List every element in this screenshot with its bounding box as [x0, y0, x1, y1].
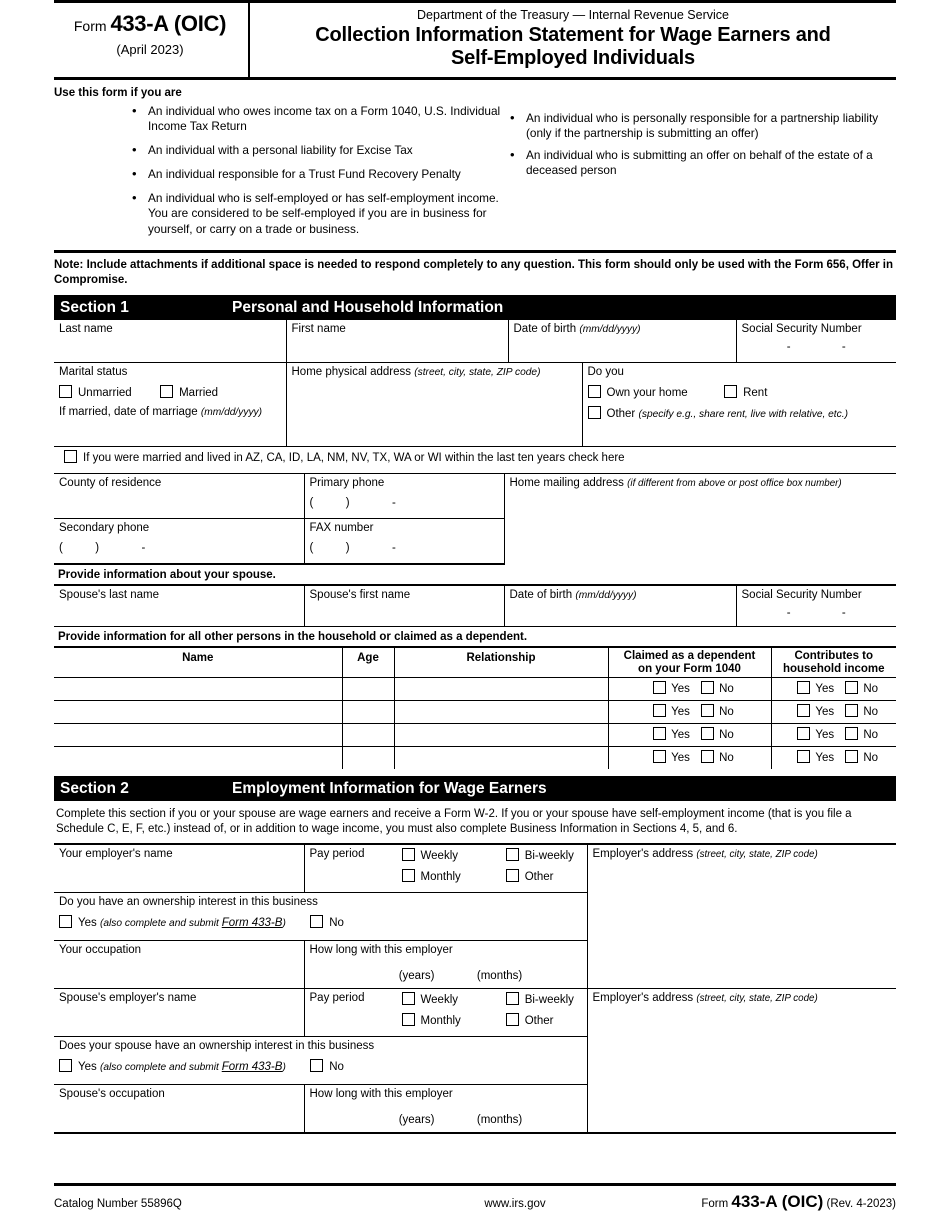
checkbox-ownership-no[interactable]	[310, 915, 323, 928]
form-433b-link[interactable]: Form 433-B	[221, 1061, 283, 1074]
use-this-form-heading: Use this form if you are	[54, 87, 182, 99]
your-employment-table	[54, 843, 896, 989]
ownership-no-label: No	[329, 916, 344, 929]
field-ssn[interactable]	[736, 320, 896, 362]
checkbox-claimed-yes[interactable]	[653, 704, 666, 717]
form-title-line1: Collection Information Statement for Wage Earners and	[315, 24, 831, 46]
field-community-property[interactable]	[54, 447, 896, 473]
no-label: No	[863, 728, 879, 741]
checkbox-contributes-no[interactable]	[845, 704, 858, 717]
table-row[interactable]	[54, 677, 896, 700]
use-this-form-section	[54, 87, 896, 237]
yes-label: Yes	[671, 751, 690, 764]
field-spouse-date-of-birth[interactable]	[504, 585, 736, 627]
list-item: • An individual responsible for a Trust Fund Recovery Penalty	[126, 167, 504, 182]
checkbox-rent[interactable]	[724, 385, 737, 398]
checkbox-spouse-weekly[interactable]	[402, 992, 415, 1005]
no-label: No	[863, 751, 879, 764]
other-pay-period-label: Other	[524, 871, 554, 884]
spouse-monthly-label: Monthly	[420, 1014, 461, 1027]
spouse-occupation-label: Spouse's occupation	[59, 1088, 165, 1101]
spouse-ownership-yes-hint-close: )	[282, 1062, 286, 1074]
checkbox-own-home[interactable]	[588, 385, 601, 398]
cell-contributes-income[interactable]	[771, 723, 896, 746]
checkbox-claimed-no[interactable]	[701, 681, 714, 694]
spouse-employer-address-hint: (street, city, state, ZIP code)	[696, 992, 818, 1004]
checkbox-weekly[interactable]	[402, 848, 415, 861]
monthly-label: Monthly	[420, 871, 461, 884]
field-spouse-employer-name[interactable]	[54, 989, 304, 1037]
field-ownership-interest[interactable]	[54, 892, 587, 940]
field-first-name[interactable]	[286, 320, 508, 362]
yes-label: Yes	[815, 728, 835, 741]
checkbox-spouse-monthly[interactable]	[402, 1013, 415, 1026]
section-1-header	[54, 295, 896, 320]
field-secondary-phone[interactable]	[54, 519, 304, 564]
field-fax-number[interactable]	[304, 519, 504, 564]
checkbox-ownership-yes[interactable]	[59, 915, 72, 928]
checkbox-claimed-yes[interactable]	[653, 681, 666, 694]
column-header-claimed-dependent	[608, 647, 771, 677]
yes-label: Yes	[815, 682, 835, 695]
cell-name[interactable]	[54, 723, 342, 746]
checkbox-contributes-no[interactable]	[845, 681, 858, 694]
list-item: • An individual who owes income tax on a Form 1040, U.S. Individual Income Tax Return	[126, 104, 504, 134]
checkbox-contributes-yes[interactable]	[797, 681, 810, 694]
other-housing-label: Other	[606, 407, 636, 420]
cell-claimed-dependent[interactable]	[608, 700, 771, 723]
use-this-form-left-list	[126, 104, 504, 237]
section-2-description: Complete this section if you or your spouse are wage earners and receive a Form W-2. If you or your spouse have self-employment income (that is you file a Schedule C, E, F, etc.) instead of, or in addition to wage income, you must also complete Business Information in Sections 4, 5, and 6.	[56, 808, 852, 836]
section-2-header	[54, 776, 896, 801]
field-last-name[interactable]	[54, 320, 286, 362]
no-label: No	[863, 705, 879, 718]
do-you-label: Do you	[587, 365, 624, 378]
form-revision-date: (April 2023)	[116, 42, 184, 57]
checkbox-claimed-yes[interactable]	[653, 727, 666, 740]
form-footer	[54, 1183, 896, 1212]
cell-name[interactable]	[54, 677, 342, 700]
home-mailing-address-label: Home mailing address	[509, 476, 624, 489]
section-1-number: Section 1	[60, 298, 129, 316]
spouse-first-name-label: Spouse's first name	[309, 588, 411, 601]
no-label: No	[719, 682, 734, 695]
form-identity-block	[54, 3, 250, 77]
column-header-age: Age	[342, 647, 394, 677]
cell-age[interactable]	[342, 746, 394, 769]
field-home-mailing-address[interactable]	[504, 474, 896, 564]
column-header-relationship: Relationship	[394, 647, 608, 677]
phone-close-paren: )	[95, 542, 100, 555]
marital-status-label: Marital status	[59, 365, 128, 378]
date-of-birth-hint: (mm/dd/yyyy)	[579, 324, 641, 336]
cell-relationship[interactable]	[394, 677, 608, 700]
checkbox-claimed-yes[interactable]	[653, 750, 666, 763]
contributes-income-line2: household income	[782, 663, 885, 676]
phone-open-paren: (	[309, 496, 314, 509]
use-this-form-right-list	[504, 111, 896, 178]
own-home-label: Own your home	[606, 386, 688, 399]
community-property-table	[54, 447, 896, 474]
cell-relationship[interactable]	[394, 746, 608, 769]
yes-label: Yes	[671, 705, 690, 718]
field-date-of-birth[interactable]	[508, 320, 736, 362]
employer-address-hint: (street, city, state, ZIP code)	[696, 849, 818, 861]
employer-address-label: Employer's address	[592, 848, 694, 861]
yes-label: Yes	[671, 682, 690, 695]
spouse-ssn-label: Social Security Number	[741, 588, 862, 601]
married-label: Married	[179, 386, 219, 399]
spouse-ownership-yes-hint: (also complete and submit	[99, 1062, 222, 1074]
checkbox-contributes-yes[interactable]	[797, 704, 810, 717]
spouse-employer-name-label: Spouse's employer's name	[59, 991, 197, 1004]
field-spouse-how-long-employer[interactable]	[304, 1085, 587, 1133]
spouse-employment-table	[54, 989, 896, 1134]
checkbox-other-housing[interactable]	[588, 406, 601, 419]
list-item: • An individual who is personally responsible for a partnership liability (only if the partnership is submitting an offer)	[504, 111, 896, 141]
no-label: No	[719, 705, 734, 718]
note-text: Note: Include attachments if additional space is needed to respond completely to any question. This form should only be used with the Form 656, Offer in Compromise.	[54, 258, 893, 286]
spouse-last-name-label: Spouse's last name	[59, 588, 160, 601]
list-item: • An individual with a personal liability for Excise Tax	[126, 143, 504, 158]
field-spouse-last-name[interactable]	[54, 585, 304, 627]
note-section	[54, 250, 896, 289]
first-name-label: First name	[291, 323, 346, 336]
phone-close-paren: )	[345, 542, 350, 555]
personal-name-table	[54, 320, 896, 363]
ownership-yes-hint: (also complete and submit	[99, 917, 222, 929]
date-of-birth-label: Date of birth	[513, 323, 577, 336]
use-this-form-right-column	[504, 99, 896, 237]
footer-revision: (Rev. 4-2023)	[826, 1198, 896, 1210]
field-spouse-ownership-interest[interactable]	[54, 1037, 587, 1085]
checkbox-claimed-no[interactable]	[701, 704, 714, 717]
field-spouse-employer-address[interactable]	[587, 989, 896, 1133]
pay-period-label: Pay period	[309, 848, 365, 861]
table-row[interactable]	[54, 746, 896, 769]
checkbox-monthly[interactable]	[402, 869, 415, 882]
spouse-section-intro: Provide information about your spouse.	[58, 568, 276, 581]
ssn-dash-1: -	[786, 341, 791, 354]
form-title-line2: Self-Employed Individuals	[451, 47, 695, 69]
how-long-label: How long with this employer	[309, 943, 453, 956]
cell-age[interactable]	[342, 677, 394, 700]
primary-phone-label: Primary phone	[309, 476, 385, 489]
household-members-table	[54, 646, 896, 769]
yes-label: Yes	[815, 751, 835, 764]
home-mailing-address-hint: (if different from above or post office box number)	[627, 477, 842, 489]
field-how-long-employer[interactable]	[304, 940, 587, 988]
spouse-employer-address-label: Employer's address	[592, 991, 694, 1004]
column-header-contributes-income	[771, 647, 896, 677]
community-property-label: If you were married and lived in AZ, CA, ID, LA, NM, NV, TX, WA or WI within the last ten years check here	[83, 452, 625, 465]
home-physical-address-label: Home physical address	[291, 365, 412, 378]
checkbox-claimed-no[interactable]	[701, 750, 714, 763]
field-spouse-first-name[interactable]	[304, 585, 504, 627]
occupation-label: Your occupation	[59, 943, 142, 956]
footer-form-word: Form	[701, 1198, 729, 1210]
spouse-ownership-yes-label: Yes	[78, 1061, 97, 1074]
field-primary-phone[interactable]	[304, 474, 504, 519]
spouse-dob-label: Date of birth	[509, 588, 573, 601]
column-header-name: Name	[54, 647, 342, 677]
list-item: • An individual who is submitting an offer on behalf of the estate of a deceased person	[504, 148, 896, 178]
cell-relationship[interactable]	[394, 700, 608, 723]
phone-dash: -	[392, 542, 396, 555]
spouse-ownership-no-label: No	[329, 1061, 344, 1074]
form-number-label: 433-A (OIC)	[110, 11, 227, 36]
spouse-dob-hint: (mm/dd/yyyy)	[575, 589, 637, 601]
ownership-yes-hint-close: )	[282, 917, 286, 929]
marriage-date-hint: (mm/dd/yyyy)	[200, 406, 263, 418]
cell-contributes-income[interactable]	[771, 746, 896, 769]
table-row[interactable]	[54, 700, 896, 723]
field-spouse-occupation[interactable]	[54, 1085, 304, 1133]
unmarried-label: Unmarried	[78, 386, 132, 399]
checkbox-other-pay-period[interactable]	[506, 869, 519, 882]
field-employer-name[interactable]	[54, 844, 304, 892]
spouse-ownership-question-label: Does your spouse have an ownership interest in this business	[59, 1040, 375, 1053]
spouse-years-label: (years)	[398, 1114, 435, 1127]
spouse-other-pay-period-label: Other	[524, 1014, 554, 1027]
phone-dash: -	[392, 496, 396, 509]
cell-contributes-income[interactable]	[771, 677, 896, 700]
ssn-dash-2: -	[841, 341, 846, 354]
checkbox-spouse-other-pay-period[interactable]	[506, 1013, 519, 1026]
form-header	[54, 0, 896, 80]
home-physical-address-hint: (street, city, state, ZIP code)	[414, 366, 541, 378]
fax-number-label: FAX number	[309, 522, 374, 535]
cell-age[interactable]	[342, 723, 394, 746]
phone-open-paren: (	[309, 542, 314, 555]
ssn-label: Social Security Number	[741, 323, 862, 336]
field-spouse-pay-period[interactable]	[304, 989, 587, 1037]
phone-open-paren: (	[59, 542, 63, 555]
no-label: No	[863, 682, 879, 695]
cell-claimed-dependent[interactable]	[608, 746, 771, 769]
field-do-you-housing[interactable]	[582, 363, 896, 447]
footer-form-identity	[596, 1192, 896, 1212]
county-label: County of residence	[59, 476, 162, 489]
footer-form-number: 433-A (OIC)	[731, 1192, 824, 1211]
field-occupation[interactable]	[54, 940, 304, 988]
cell-claimed-dependent[interactable]	[608, 723, 771, 746]
spouse-how-long-label: How long with this employer	[309, 1088, 453, 1101]
marriage-date-label: If married, date of marriage	[59, 405, 198, 418]
weekly-label: Weekly	[420, 850, 458, 863]
marital-address-table	[54, 363, 896, 448]
list-item: • An individual who is self-employed or has self-employment income. You are considered to be self-employed if you are in business for yourself, or carry on a trade or business.	[126, 191, 504, 236]
employer-name-label: Your employer's name	[59, 848, 173, 861]
spouse-weekly-label: Weekly	[420, 993, 458, 1006]
field-marital-status[interactable]	[54, 363, 286, 447]
checkbox-spouse-bi-weekly[interactable]	[506, 992, 519, 1005]
yes-label: Yes	[671, 728, 690, 741]
bi-weekly-label: Bi-weekly	[524, 850, 574, 863]
yes-label: Yes	[815, 705, 835, 718]
other-housing-hint: (specify e.g., share rent, live with relative, etc.)	[638, 408, 848, 420]
spouse-bi-weekly-label: Bi-weekly	[524, 993, 574, 1006]
phone-dash: -	[141, 542, 146, 555]
department-label: Department of the Treasury — Internal Revenue Service	[417, 8, 729, 22]
checkbox-spouse-ownership-no[interactable]	[310, 1059, 323, 1072]
checkbox-contributes-no[interactable]	[845, 750, 858, 763]
checkbox-married[interactable]	[160, 385, 173, 398]
ownership-yes-label: Yes	[78, 916, 97, 929]
form-word-label: Form	[73, 18, 107, 34]
rent-label: Rent	[743, 386, 768, 399]
months-label: (months)	[476, 969, 523, 982]
cell-name[interactable]	[54, 746, 342, 769]
secondary-phone-label: Secondary phone	[59, 522, 150, 535]
checkbox-contributes-yes[interactable]	[797, 727, 810, 740]
contact-table	[54, 474, 896, 565]
spouse-pay-period-label: Pay period	[309, 991, 365, 1004]
use-this-form-left-column	[54, 99, 504, 237]
section-2-number: Section 2	[60, 779, 129, 797]
checkbox-contributes-no[interactable]	[845, 727, 858, 740]
claimed-dependent-line1: Claimed as a dependent	[623, 650, 756, 663]
last-name-label: Last name	[59, 323, 113, 336]
cell-name[interactable]	[54, 700, 342, 723]
checkbox-community-property[interactable]	[64, 450, 77, 463]
phone-close-paren: )	[345, 496, 350, 509]
field-pay-period[interactable]	[304, 844, 587, 892]
field-employer-address[interactable]	[587, 844, 896, 988]
cell-relationship[interactable]	[394, 723, 608, 746]
catalog-number: Catalog Number 55896Q	[54, 1198, 182, 1210]
household-section-intro: Provide information for all other persons in the household or claimed as a dependent.	[58, 631, 528, 644]
claimed-dependent-line2: on your Form 1040	[638, 663, 741, 676]
spouse-months-label: (months)	[476, 1114, 523, 1127]
no-label: No	[719, 751, 734, 764]
ownership-question-label: Do you have an ownership interest in this business	[59, 895, 318, 908]
form-433b-link[interactable]: Form 433-B	[221, 916, 283, 929]
years-label: (years)	[398, 969, 435, 982]
cell-claimed-dependent[interactable]	[608, 677, 771, 700]
ssn-dash-2: -	[841, 606, 846, 619]
checkbox-unmarried[interactable]	[59, 385, 72, 398]
contributes-income-line1: Contributes to	[794, 650, 874, 663]
checkbox-bi-weekly[interactable]	[506, 848, 519, 861]
field-county-of-residence[interactable]	[54, 474, 304, 519]
checkbox-contributes-yes[interactable]	[797, 750, 810, 763]
section-2-title: Employment Information for Wage Earners	[232, 779, 547, 797]
cell-contributes-income[interactable]	[771, 700, 896, 723]
spouse-name-table	[54, 584, 896, 628]
field-spouse-ssn[interactable]	[736, 585, 896, 627]
checkbox-claimed-no[interactable]	[701, 727, 714, 740]
table-row[interactable]	[54, 723, 896, 746]
ssn-dash-1: -	[786, 606, 791, 619]
no-label: No	[719, 728, 734, 741]
irs-website-link[interactable]: www.irs.gov	[484, 1198, 546, 1210]
field-home-physical-address[interactable]	[286, 363, 582, 447]
form-title-block	[250, 3, 896, 77]
checkbox-spouse-ownership-yes[interactable]	[59, 1059, 72, 1072]
section-1-title: Personal and Household Information	[232, 298, 504, 316]
cell-age[interactable]	[342, 700, 394, 723]
